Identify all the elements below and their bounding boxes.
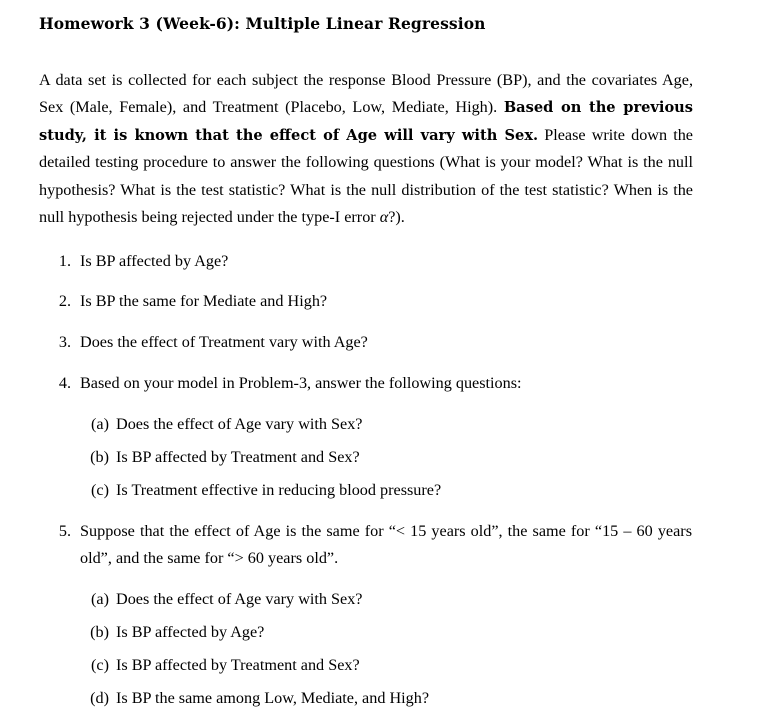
- list-item: [39, 518, 693, 574]
- page-title: Homework 3 (Week-6): Multiple Linear Regression: [39, 14, 486, 33]
- question-number: 4.: [58, 374, 71, 392]
- question-text: Suppose that the effect of Age is the same for “< 15 years old”, the same for “15 – 60 years old”, and the same for “> 60 years old”.: [80, 522, 692, 568]
- intro-text-1: A data set is collected for each subject the response Blood Pressure (BP), and the covariates Age, Sex (Male, Female), and Treatment (Placebo, Low, Mediate, High).: [39, 71, 693, 117]
- sub-question-text: Does the effect of Age vary with Sex?: [116, 415, 363, 433]
- question-text: Is BP affected by Age?: [80, 252, 229, 270]
- sub-question-text: Does the effect of Age vary with Sex?: [116, 590, 363, 608]
- alpha-symbol: α: [379, 208, 389, 227]
- sub-question-text: Is BP affected by Age?: [116, 623, 265, 641]
- intro-text-3: ?).: [388, 208, 405, 227]
- sub-question-label: (b): [90, 623, 109, 641]
- question-text: Is BP the same for Mediate and High?: [80, 292, 328, 310]
- sub-question-label: (a): [91, 590, 109, 608]
- question-text: Based on your model in Problem-3, answer the following questions:: [80, 374, 522, 392]
- intro-text-2: Please write down the detailed testing procedure to answer the following questions (What is your model? What is the null hypothesis? What is the test statistic? What is the null distribution of the test statistic? When is the null hypothesis being rejected under the type-I error: [39, 125, 693, 227]
- question-text: Does the effect of Treatment vary with Age?: [80, 333, 368, 351]
- question-number: 5.: [58, 522, 71, 540]
- question-number: 3.: [58, 333, 71, 351]
- sub-question-label: (d): [90, 689, 109, 707]
- sub-question-label: (b): [90, 448, 109, 466]
- sub-question-label: (c): [91, 656, 109, 674]
- sub-question-label: (a): [91, 415, 109, 433]
- sub-question-text: Is BP affected by Treatment and Sex?: [116, 656, 360, 674]
- sub-question-label: (c): [91, 481, 109, 499]
- intro-paragraph: [39, 67, 693, 231]
- intro-bold-text: Based on the previous study, it is known that the effect of Age will vary with Sex.: [39, 99, 694, 144]
- sub-question-text: Is BP the same among Low, Mediate, and High?: [116, 689, 430, 707]
- question-number: 2.: [58, 292, 71, 310]
- question-number: 1.: [58, 252, 71, 270]
- sub-question-text: Is Treatment effective in reducing blood pressure?: [116, 481, 442, 499]
- sub-question-text: Is BP affected by Treatment and Sex?: [116, 448, 360, 466]
